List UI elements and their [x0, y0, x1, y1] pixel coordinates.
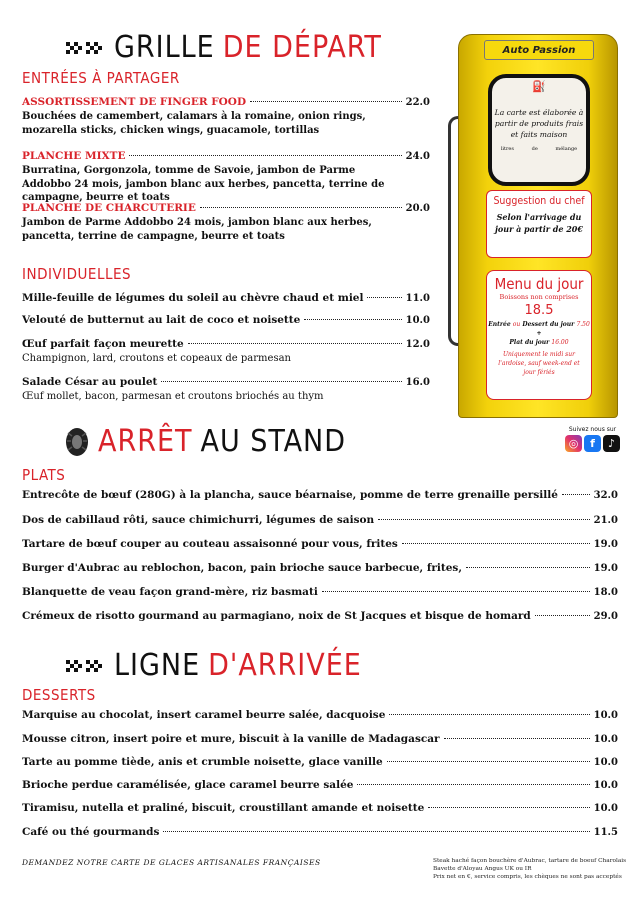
section-title-grille — [64, 30, 382, 65]
item-name: Salade César au poulet — [22, 376, 158, 388]
facebook-icon[interactable]: f — [584, 435, 601, 452]
menu-item — [22, 826, 618, 838]
title-part-2: DE DÉPART — [222, 30, 382, 65]
item-price: 10.0 — [593, 803, 618, 814]
item-name: Entrecôte de bœuf (280G) à la plancha, sauce béarnaise, pomme de terre grenaille persillé — [22, 489, 558, 501]
item-price: 12.0 — [405, 339, 430, 350]
menu-price: 18.5 — [524, 303, 554, 318]
title-part-1: GRILLE — [114, 30, 215, 65]
dial-label-de: de — [531, 146, 538, 152]
menu-item — [22, 756, 618, 768]
section-title-ligne — [64, 648, 362, 683]
item-price: 24.0 — [405, 151, 430, 162]
item-name: Tarte au pomme tiède, anis et crumble noisette, glace vanille — [22, 756, 383, 768]
item-name: Brioche perdue caramélisée, glace caramel beurre salée — [22, 779, 354, 791]
instagram-icon[interactable]: ◎ — [565, 435, 582, 452]
menu-plus: + — [536, 330, 542, 337]
item-price: 16.0 — [405, 377, 430, 388]
item-name: Marquise au chocolat, insert caramel beurre salée, dacquoise — [22, 709, 386, 721]
title-part-1: ARRÊT — [98, 424, 193, 459]
menu-item — [22, 586, 618, 598]
item-desc: Bouchées de camembert, calamars à la romaine, onion rings, mozarella sticks, chicken wings, guacamole, tortillas — [22, 111, 366, 136]
footer-legal — [433, 857, 626, 882]
menu-item — [22, 514, 618, 526]
item-desc: Burratina, Gorgonzola, tomme de Savoie, jambon de Parme Addobbo 24 mois, jambon blanc aux herbes, pancetta, terrine de campagne, beurre et toats — [22, 165, 385, 203]
item-price: 18.0 — [593, 587, 618, 598]
tire-icon — [64, 427, 90, 457]
item-price: 10.0 — [593, 710, 618, 721]
menu-item — [22, 202, 430, 243]
item-price: 19.0 — [593, 563, 618, 574]
item-price: 32.0 — [593, 490, 618, 501]
item-price: 20.0 — [405, 203, 430, 214]
item-name: Mousse citron, insert poire et mure, biscuit à la vanille de Madagascar — [22, 733, 440, 745]
checkered-flags-icon — [64, 657, 106, 675]
suggestion-title: Suggestion du chef — [493, 195, 585, 207]
suggestion-text: Selon l'arrivage du jour à partir de 20€ — [495, 212, 583, 234]
dial-label-litres: litres — [500, 146, 514, 152]
item-name: Café ou thé gourmands — [22, 826, 160, 838]
footer-line: Prix net en €, service compris, les chèques ne sont pas acceptés — [433, 874, 622, 881]
menu-item — [22, 610, 618, 622]
menu-note: Boissons non comprises — [499, 293, 579, 301]
item-price: 11.0 — [405, 293, 430, 304]
item-desc: Jambon de Parme Addobbo 24 mois, jambon blanc aux herbes, pancetta, terrine de campagne, beurre et toats — [22, 217, 372, 242]
subtitle-entrees: ENTRÉES À PARTAGER — [22, 69, 180, 87]
item-name: PLANCHE MIXTE — [22, 150, 126, 162]
menu-dessert: Dessert du jour — [522, 321, 575, 328]
item-name: Dos de cabillaud rôti, sauce chimichurri, légumes de saison — [22, 514, 375, 526]
footer-glaces-note: DEMANDEZ NOTRE CARTE DE GLACES ARTISANALES FRANÇAISES — [22, 858, 321, 867]
menu-plat: Plat du jour — [509, 339, 550, 346]
subtitle-plats: PLATS — [22, 466, 66, 484]
menu-footnote: Uniquement le midi sur l'ardoise, sauf week-end et jour fériés — [498, 351, 580, 376]
title-part-2: D'ARRIVÉE — [208, 648, 362, 683]
menu-item — [22, 538, 618, 550]
item-name: Blanquette de veau façon grand-mère, riz basmati — [22, 586, 318, 598]
item-name: Œuf parfait façon meurette — [22, 338, 184, 350]
item-name: Crémeux de risotto gourmand au parmagiano, noix de St Jacques et bisque de homard — [22, 610, 531, 622]
menu-ou: ou — [512, 321, 521, 328]
item-price: 19.0 — [593, 539, 618, 550]
footer-line: Steak haché façon bouchère d'Aubrac, tartare de boeuf Charolais — [433, 858, 627, 864]
item-price: 10.0 — [593, 734, 618, 745]
item-price: 11.5 — [593, 827, 618, 838]
item-name: Velouté de butternut au lait de coco et noisette — [22, 314, 301, 326]
item-name: PLANCHE DE CHARCUTERIE — [22, 202, 196, 214]
menu-item — [22, 338, 430, 366]
item-price: 21.0 — [593, 515, 618, 526]
item-price: 10.0 — [405, 315, 430, 326]
subtitle-desserts: DESSERTS — [22, 686, 96, 704]
tiktok-icon[interactable]: ♪ — [603, 435, 620, 452]
item-price: 22.0 — [405, 97, 430, 108]
dial-label-melange: mélange — [555, 146, 578, 152]
menu-item — [22, 709, 618, 721]
section-title-arret — [64, 424, 346, 459]
footer-line: Bavette d'Aloyau Angus UK ou IR — [433, 866, 532, 873]
item-name: Burger d'Aubrac au reblochon, bacon, pain brioche sauce barbecue, frites, — [22, 562, 463, 574]
pump-brand: Auto Passion — [484, 40, 594, 60]
menu-item — [22, 489, 618, 501]
menu-item — [22, 292, 430, 304]
menu-plat-price: 16.00 — [551, 339, 569, 346]
item-name: Mille-feuille de légumes du soleil au chèvre chaud et miel — [22, 292, 364, 304]
menu-item — [22, 802, 618, 814]
item-price: 10.0 — [593, 780, 618, 791]
social-links — [565, 426, 620, 452]
menu-item — [22, 779, 618, 791]
suggestion-panel — [486, 190, 592, 258]
checkered-flags-icon — [64, 39, 106, 57]
title-part-1: LIGNE — [114, 648, 201, 683]
item-name: Tartare de bœuf couper au couteau assaisonné pour vous, frites — [22, 538, 398, 550]
fuel-icon: ⛽ — [532, 80, 546, 93]
menu-item — [22, 314, 430, 326]
menu-title: Menu du jour — [494, 275, 584, 293]
gas-pump-illustration — [448, 26, 618, 418]
menu-item — [22, 150, 430, 205]
item-name: Tiramisu, nutella et praliné, biscuit, croustillant amande et noisette — [22, 802, 425, 814]
menu-du-jour-panel — [486, 270, 592, 400]
menu-item — [22, 96, 430, 137]
menu-item — [22, 562, 618, 574]
item-desc: Champignon, lard, croutons et copeaux de parmesan — [22, 353, 291, 364]
subtitle-individuelles: INDIVIDUELLES — [22, 265, 132, 283]
item-desc: Œuf mollet, bacon, parmesan et croutons briochés au thym — [22, 391, 324, 402]
title-part-2: AU STAND — [200, 424, 347, 459]
pump-dial — [488, 74, 590, 186]
menu-item — [22, 733, 618, 745]
item-name: ASSORTISSEMENT DE FINGER FOOD — [22, 96, 247, 108]
menu-entree: Entrée — [488, 321, 511, 328]
dial-text: La carte est élaborée à partir de produits frais et faits maison — [494, 108, 584, 139]
menu-entree-price: 7.50 — [576, 321, 590, 328]
item-price: 29.0 — [593, 611, 618, 622]
menu-item — [22, 376, 430, 404]
item-price: 10.0 — [593, 757, 618, 768]
social-label: Suivez nous sur — [568, 426, 617, 433]
